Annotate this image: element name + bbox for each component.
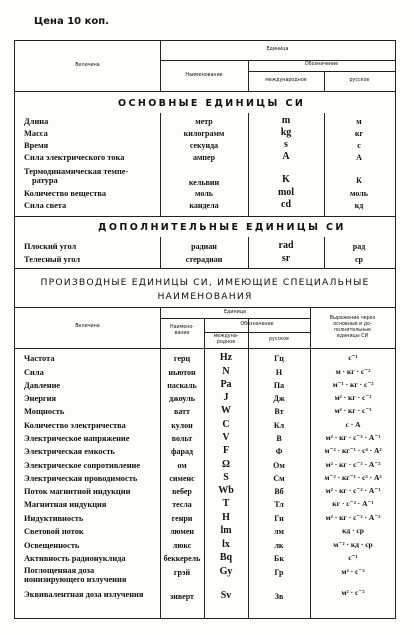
unit-name: килограмм bbox=[183, 129, 225, 138]
table1-header-name: Наименование bbox=[185, 73, 223, 78]
russian-symbol: Н bbox=[275, 368, 283, 377]
quantity-name-line1: Термодинамическая темпе- bbox=[24, 167, 129, 176]
intl-symbol: lm bbox=[220, 525, 232, 536]
quantity-name-line2: ионизирующего излучения bbox=[24, 575, 127, 584]
quantity-name: Электрическая проводимость bbox=[24, 474, 138, 483]
si-expression: м² · кг · с⁻² · А⁻² bbox=[325, 513, 381, 522]
intl-symbol: Pa bbox=[220, 379, 232, 390]
basic-units-title: ОСНОВНЫЕ ЕДИНИЦЫ СИ bbox=[118, 98, 306, 109]
quantity-name: Количество вещества bbox=[24, 189, 107, 198]
unit-name: генри bbox=[171, 514, 193, 523]
russian-symbol: Бк bbox=[274, 554, 284, 563]
unit-name: ампер bbox=[192, 153, 216, 162]
russian-symbol: Тл bbox=[274, 500, 284, 509]
intl-symbol: V bbox=[222, 432, 230, 443]
price-label: Цена 10 коп. bbox=[34, 16, 109, 27]
intl-symbol: C bbox=[222, 419, 230, 430]
si-expression: м · кг · с⁻² bbox=[335, 367, 371, 376]
intl-symbol: F bbox=[222, 445, 230, 456]
russian-symbol: моль bbox=[350, 189, 368, 198]
unit-name: вебер bbox=[172, 487, 192, 496]
unit-name: люмен bbox=[169, 527, 195, 536]
unit-name: ньютон bbox=[168, 368, 196, 377]
russian-symbol: К bbox=[356, 176, 362, 185]
table1-header-designation: Обозначение bbox=[304, 62, 339, 67]
si-expression: м² · кг · с⁻³ bbox=[334, 406, 372, 415]
intl-symbol: W bbox=[221, 405, 231, 416]
table2-header-russian: русское bbox=[269, 337, 289, 342]
intl-symbol: Gy bbox=[219, 566, 233, 577]
quantity-name: Время bbox=[24, 141, 49, 150]
intl-symbol: N bbox=[222, 366, 230, 377]
quantity-name: Плоский угол bbox=[24, 242, 77, 251]
quantity-name: Освещенность bbox=[24, 541, 80, 550]
unit-name: люкс bbox=[172, 541, 192, 550]
unit-name: метр bbox=[195, 117, 213, 126]
quantity-name: Телесный угол bbox=[24, 255, 81, 264]
intl-symbol: m bbox=[281, 115, 291, 126]
russian-symbol: Гр bbox=[274, 568, 284, 577]
table2-header-unit: Единица bbox=[224, 310, 246, 315]
quantity-name: Сила света bbox=[24, 201, 67, 210]
unit-name: фарад bbox=[170, 447, 194, 456]
quantity-name: Мощность bbox=[24, 407, 65, 416]
si-expression: м⁻² · кд · ср bbox=[333, 540, 373, 549]
derived-units-title-line1: ПРОИЗВОДНЫЕ ЕДИНИЦЫ СИ, ИМЕЮЩИЕ СПЕЦИАЛЬНЫЕ bbox=[40, 277, 370, 288]
russian-symbol: Зв bbox=[274, 592, 284, 601]
russian-symbol: кг bbox=[354, 129, 364, 138]
si-expression: кд · ср bbox=[342, 526, 364, 535]
intl-symbol: rad bbox=[278, 240, 294, 251]
russian-symbol: Дж bbox=[273, 394, 285, 403]
unit-name: секунда bbox=[189, 141, 219, 150]
intl-symbol: Wb bbox=[218, 485, 234, 496]
table2-header-intl-line2: родное bbox=[216, 340, 236, 345]
intl-symbol: cd bbox=[281, 199, 291, 210]
intl-symbol: lx bbox=[222, 539, 230, 550]
unit-name: тесла bbox=[172, 500, 192, 509]
intl-symbol: Hz bbox=[219, 352, 233, 363]
quantity-name: Частота bbox=[24, 354, 55, 363]
quantity-name: Длина bbox=[24, 117, 49, 126]
intl-symbol: A bbox=[282, 151, 290, 162]
quantity-name: Поток магнитной индукции bbox=[24, 487, 131, 496]
intl-symbol: kg bbox=[280, 127, 292, 138]
russian-symbol: Кл bbox=[273, 421, 285, 430]
table2-header-expr-line3: полнительные bbox=[334, 328, 371, 333]
unit-name: грэй bbox=[173, 568, 191, 577]
quantity-name: Масса bbox=[24, 129, 48, 138]
table2-header-expr-line1: Выражение через bbox=[329, 316, 376, 321]
quantity-name: Электрическая емкость bbox=[24, 447, 115, 456]
quantity-name: Сила bbox=[24, 368, 44, 377]
quantity-name: Сила электрического тока bbox=[24, 153, 125, 162]
quantity-name-line1: Поглощенная доза bbox=[24, 566, 95, 575]
intl-symbol: s bbox=[284, 139, 288, 150]
unit-name: паскаль bbox=[167, 381, 197, 390]
si-expression: м² · кг · с⁻³ · А⁻¹ bbox=[325, 433, 381, 442]
quantity-name: Индуктивность bbox=[24, 514, 84, 523]
unit-name: беккерель bbox=[163, 554, 201, 563]
supplementary-units-title: ДОПОЛНИТЕЛЬНЫЕ ЕДИНИЦЫ СИ bbox=[98, 222, 346, 233]
russian-symbol: лм bbox=[274, 527, 284, 536]
table2-header-quantity: Величина bbox=[75, 324, 100, 329]
si-expression: м⁻¹ · кг · с⁻² bbox=[332, 380, 374, 389]
quantity-name: Световой поток bbox=[24, 527, 84, 536]
russian-symbol: В bbox=[276, 434, 282, 443]
quantity-name: Энергия bbox=[24, 394, 57, 403]
unit-name: моль bbox=[195, 189, 213, 198]
intl-symbol: sr bbox=[281, 253, 291, 264]
unit-name: ватт bbox=[174, 407, 190, 416]
unit-name: вольт bbox=[171, 434, 193, 443]
table2-header-name-line1: Наимено- bbox=[169, 325, 195, 330]
quantity-name: Активность радионуклида bbox=[24, 554, 126, 563]
russian-symbol: Ом bbox=[273, 461, 285, 470]
russian-symbol: А bbox=[356, 153, 362, 162]
unit-name: зиверт bbox=[170, 592, 194, 601]
intl-symbol: H bbox=[222, 512, 230, 523]
table1-header-unit: Единица bbox=[266, 47, 289, 52]
intl-symbol: K bbox=[282, 174, 290, 185]
si-expression: с⁻¹ bbox=[348, 553, 358, 562]
unit-name: герц bbox=[173, 354, 191, 363]
russian-symbol: рад bbox=[352, 242, 366, 251]
si-expression: с · А bbox=[345, 420, 361, 429]
intl-symbol: J bbox=[223, 392, 229, 403]
unit-name: джоуль bbox=[169, 394, 195, 403]
russian-symbol: м bbox=[356, 117, 362, 126]
unit-name: стерадиан bbox=[185, 255, 223, 264]
si-expression: м² · с⁻² bbox=[341, 588, 365, 597]
si-expression: м⁻² · кг⁻¹ · с³ · А² bbox=[324, 473, 382, 482]
unit-name: сименс bbox=[169, 474, 195, 483]
table2-header-name-line2: вание bbox=[174, 331, 190, 336]
si-expression: кг · с⁻² · А⁻¹ bbox=[332, 499, 374, 508]
unit-name: кандела bbox=[189, 201, 219, 210]
intl-symbol: mol bbox=[277, 187, 295, 198]
table1-header-intl: международное bbox=[265, 78, 307, 83]
table2-header-designation: Обозначение bbox=[240, 322, 274, 327]
si-expression: м⁻² · кг⁻¹ · с⁴ · А² bbox=[324, 446, 382, 455]
russian-symbol: ср bbox=[355, 255, 363, 264]
intl-symbol: S bbox=[223, 472, 229, 483]
russian-symbol: См bbox=[273, 474, 285, 483]
quantity-name: Электрическое сопротивление bbox=[24, 461, 141, 470]
quantity-name: Электрическое напряжение bbox=[24, 434, 130, 443]
russian-symbol: лк bbox=[274, 541, 284, 550]
intl-symbol: Ω bbox=[221, 459, 230, 470]
si-expression: м² · с⁻² bbox=[341, 567, 365, 576]
si-expression: м² · кг · с⁻² · А⁻¹ bbox=[325, 486, 381, 495]
intl-symbol: Bq bbox=[219, 552, 233, 563]
si-expression: м² · кг · с⁻³ · А⁻² bbox=[325, 460, 381, 469]
unit-name: кельвин bbox=[188, 178, 220, 187]
si-expression: м² · кг · с⁻² bbox=[334, 393, 372, 402]
unit-name: кулон bbox=[171, 421, 193, 430]
derived-units-title-line2: НАИМЕНОВАНИЯ bbox=[157, 291, 253, 302]
russian-symbol: Гн bbox=[274, 514, 284, 523]
unit-name: радиан bbox=[191, 242, 217, 251]
quantity-name: Давление bbox=[24, 381, 61, 390]
table2-header-expr-line2: основные и до- bbox=[333, 322, 372, 327]
quantity-name: Эквивалентная доза излучения bbox=[24, 590, 144, 599]
intl-symbol: Sv bbox=[220, 590, 232, 601]
russian-symbol: Вт bbox=[274, 407, 284, 416]
russian-symbol: с bbox=[357, 141, 361, 150]
table1-header-russian: русское bbox=[349, 78, 370, 83]
unit-name: ом bbox=[177, 461, 187, 470]
russian-symbol: кд bbox=[354, 201, 364, 210]
intl-symbol: T bbox=[222, 498, 230, 509]
russian-symbol: Па bbox=[273, 381, 285, 390]
russian-symbol: Ф bbox=[275, 447, 283, 456]
quantity-name: Количество электричества bbox=[24, 421, 126, 430]
quantity-name-line2: ратура bbox=[32, 176, 58, 185]
russian-symbol: Вб bbox=[274, 487, 284, 496]
table2-header-intl-line1: междуна- bbox=[213, 334, 239, 339]
si-expression: с⁻¹ bbox=[348, 353, 358, 362]
table2-header-expr-line4: единицы СИ bbox=[336, 334, 369, 339]
table1-header-quantity: Величина bbox=[75, 63, 100, 68]
quantity-name: Магнитная индукция bbox=[24, 500, 107, 509]
russian-symbol: Гц bbox=[274, 354, 284, 363]
